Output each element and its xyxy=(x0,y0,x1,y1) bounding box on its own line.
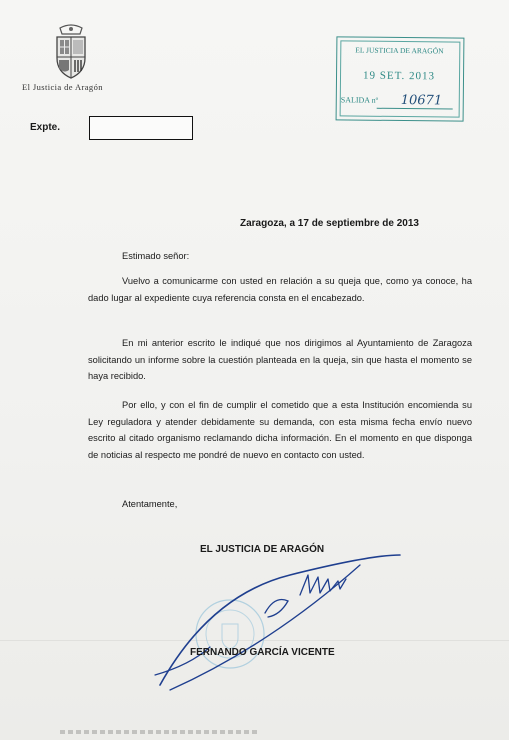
seal-stamp-icon xyxy=(192,596,268,672)
paragraph-2-text: En mi anterior escrito le indiqué que nos dirigimos al Ayuntamiento de Zaragoza solicitando un informe sobre la cuestión planteada en la queja, sin que hasta el momento se haya recibido. xyxy=(88,338,472,381)
salutation: Estimado señor: xyxy=(122,251,190,261)
paragraph-2 xyxy=(88,335,472,385)
paragraph-3-text: Por ello, y con el fin de cumplir el cometido que a esta Institución encomienda su Ley reguladora y atender debidamente su demanda, con esta misma fecha envío nuevo escrito al citado organismo reclamando dicha información. En el momento en que disponga de noticias al respecto me pondré de nuevo en contacto con usted. xyxy=(88,400,472,460)
paragraph-1 xyxy=(88,273,472,306)
paragraph-3 xyxy=(88,397,472,463)
organization-name: El Justicia de Aragón xyxy=(22,82,103,92)
stamp-date: 19 SET. 2013 xyxy=(362,69,436,83)
stamp-salida-label: SALIDA nº xyxy=(340,95,379,105)
footer-address-illegible xyxy=(60,730,260,734)
stamp-title: EL JUSTICIA DE ARAGÓN xyxy=(355,45,444,56)
signatory-name: FERNANDO GARCÍA VICENTE xyxy=(190,647,335,658)
stamp-number: 10671 xyxy=(400,93,443,109)
registry-stamp xyxy=(336,36,465,121)
handwritten-signature xyxy=(150,535,420,715)
expediente-redacted-box xyxy=(89,116,193,140)
paragraph-1-text: Vuelvo a comunicarme con usted en relación a su queja que, como ya conoce, ha dado lugar al expediente cuya referencia consta en el encabezado. xyxy=(88,276,472,303)
expediente-label: Expte. xyxy=(30,122,61,133)
closing: Atentamente, xyxy=(122,499,178,509)
signature-title: EL JUSTICIA DE ARAGÓN xyxy=(200,544,325,555)
coat-of-arms-icon xyxy=(50,24,92,80)
place-date: Zaragoza, a 17 de septiembre de 2013 xyxy=(240,218,419,229)
